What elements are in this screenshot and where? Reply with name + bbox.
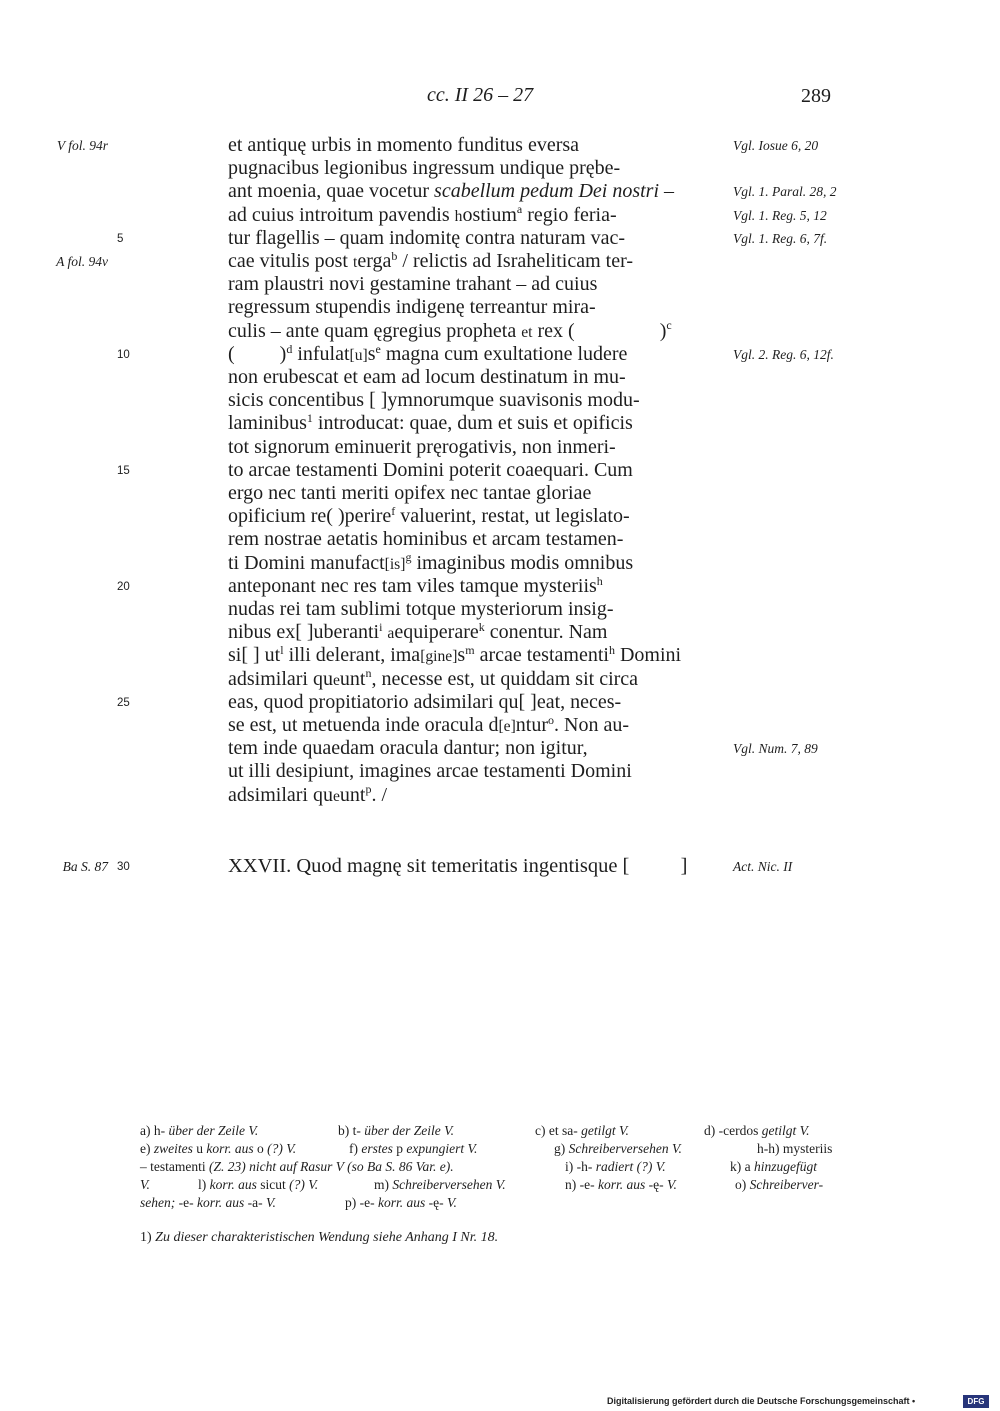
line-text <box>228 784 387 808</box>
text-run: nudas rei tam sublimi totque mysteriorum insig- <box>228 598 614 620</box>
text-run: arcae testamenti <box>474 644 609 667</box>
line-text <box>228 273 597 296</box>
siglum-superscript: f <box>391 504 396 518</box>
apparatus-entry <box>140 1158 454 1176</box>
text-run: infulat <box>292 342 350 365</box>
text-line <box>0 436 1000 459</box>
source-reference: Vgl. 1. Paral. 28, 2 <box>733 184 837 200</box>
text-run: , necesse est, ut quiddam sit circa <box>371 667 639 690</box>
text-line <box>0 644 1000 667</box>
text-line <box>0 157 1000 180</box>
text-run: ant moenia, quae vocetur <box>228 180 435 203</box>
text-line <box>0 343 1000 366</box>
italic-text: Schreiberversehen V. <box>392 1177 506 1192</box>
apparatus-entry <box>730 1158 817 1176</box>
text-run: ad cuius introitum pavendis <box>228 203 455 226</box>
text-run: h-h) mysteriis <box>757 1141 833 1156</box>
italic-text: hinzugefügt <box>754 1159 817 1174</box>
text-run: s <box>367 342 376 365</box>
apparatus-line <box>0 1158 1000 1176</box>
text-line <box>0 621 1000 644</box>
text-run: equiperare <box>394 621 479 644</box>
apparatus-entry <box>349 1140 477 1158</box>
text-line <box>0 250 1000 273</box>
small-text: a <box>387 625 395 643</box>
siglum-superscript: b <box>391 248 398 263</box>
text-run: – <box>659 180 675 203</box>
text-run: . / <box>371 783 388 806</box>
line-text <box>228 760 632 783</box>
text-line <box>0 575 1000 598</box>
apparatus-entry <box>338 1122 454 1140</box>
text-run: / relictis ad Israheliticam ter- <box>397 250 633 272</box>
siglum-superscript: h <box>608 643 615 658</box>
text-run: regio feria- <box>522 203 617 226</box>
text-line <box>0 737 1000 760</box>
apparatus-line <box>0 1122 1000 1140</box>
apparatus-line <box>0 1176 1000 1194</box>
text-run: u <box>192 1141 207 1156</box>
text-run: si[ ] ut <box>228 644 281 667</box>
italic-text: scabellum pedum Dei nostri <box>434 180 660 203</box>
italic-text: expungiert V. <box>406 1141 478 1156</box>
apparatus-entry <box>140 1176 150 1194</box>
small-text: [u] <box>349 346 368 364</box>
text-run: unt <box>339 667 366 690</box>
line-text <box>228 250 633 274</box>
text-run: non erubescat et eam ad locum destinatum in mu- <box>228 366 626 388</box>
italic-text: V. <box>140 1177 150 1192</box>
text-run: c) et sa- <box>535 1123 582 1138</box>
siglum-superscript: n <box>365 666 372 681</box>
text-run: -ę- <box>425 1195 447 1210</box>
apparatus-entry <box>735 1176 823 1194</box>
source-reference: Vgl. Iosue 6, 20 <box>733 138 819 153</box>
text-line <box>0 227 1000 250</box>
siglum-superscript: o <box>548 712 554 727</box>
line-text <box>228 204 617 228</box>
text-run: e) <box>140 1141 154 1156</box>
line-text <box>228 157 620 180</box>
apparatus-entry <box>535 1122 629 1140</box>
line-number: 20 <box>117 580 130 593</box>
apparatus-entry <box>757 1140 832 1158</box>
line-number: 30 <box>117 861 130 873</box>
italic-text: getilgt V. <box>581 1123 629 1138</box>
apparatus-entry <box>140 1194 276 1212</box>
italic-text: (?) V. <box>289 1177 319 1192</box>
text-run: unt <box>339 783 366 806</box>
text-run: b) t- <box>338 1123 365 1138</box>
line-text <box>228 668 638 692</box>
line-text <box>228 575 603 598</box>
apparatus-entry <box>565 1158 666 1176</box>
text-line <box>0 204 1000 227</box>
text-run: n) -e- <box>565 1177 598 1192</box>
text-run: adsimilari qu <box>228 783 333 806</box>
text-run: pugnacibus legionibus ingressum undique prębe- <box>228 157 621 180</box>
small-text: [gine] <box>420 648 458 666</box>
text-run: ut illi desipiunt, imagines arcae testamenti Domini <box>228 760 632 783</box>
footnote <box>140 1229 498 1247</box>
siglum-superscript: g <box>405 550 412 565</box>
text-line <box>0 134 1000 157</box>
source-reference: Vgl. Num. 7, 89 <box>733 741 818 757</box>
text-line <box>0 180 1000 203</box>
text-run: introducat: quae, dum et suis et opificis <box>312 412 633 435</box>
text-line <box>0 784 1000 807</box>
italic-text: sehen; <box>140 1195 176 1210</box>
text-line <box>0 598 1000 621</box>
text-run: i) -h- <box>565 1159 596 1174</box>
text-run: o <box>253 1141 268 1156</box>
folio-reference: Ba S. 87 <box>62 859 108 874</box>
dfg-logo: DFG <box>963 1395 989 1408</box>
apparatus-line <box>0 1140 1000 1158</box>
line-text <box>228 343 627 367</box>
siglum-superscript: 1 <box>306 411 313 426</box>
line-text <box>228 505 630 528</box>
page-number: 289 <box>801 85 831 107</box>
small-text: [is] <box>384 555 406 573</box>
text-line <box>0 389 1000 412</box>
italic-text: korr. aus <box>597 1177 646 1192</box>
italic-text: (?) V. <box>267 1141 297 1156</box>
text-line <box>0 760 1000 783</box>
text-run: p) -e- <box>345 1195 378 1210</box>
text-run: ostium <box>462 203 517 226</box>
text-run: ti Domini manufact <box>228 551 385 574</box>
apparatus-entry <box>140 1122 258 1140</box>
siglum-superscript: m <box>465 643 475 658</box>
italic-text: über der Zeile V. <box>364 1123 454 1138</box>
text-run: 1) <box>140 1230 156 1245</box>
text-run: sicis concentibus [ ]ymnorumque suavisonis modu- <box>228 389 640 412</box>
italic-text: erstes <box>361 1141 393 1156</box>
siglum-superscript: i <box>379 620 383 634</box>
line-text <box>228 436 616 459</box>
source-reference: Vgl. 1. Reg. 5, 12 <box>733 207 827 223</box>
text-run: valuerint, restat, ut legislato- <box>395 505 630 528</box>
italic-text: (Z. 23) nicht auf Rasur V (so Ba S. 86 Var. e). <box>208 1159 454 1174</box>
text-run: k) a <box>730 1159 754 1174</box>
text-run: nibus ex[ ]uberanti <box>228 621 380 644</box>
text-line <box>0 668 1000 691</box>
line-text <box>228 227 625 250</box>
small-text: t <box>352 254 358 271</box>
text-run: ram plaustri novi gestamine trahant – ad cuius <box>228 273 598 296</box>
italic-text: V. <box>446 1195 457 1210</box>
text-run: p <box>392 1141 407 1156</box>
line-text <box>228 412 633 435</box>
line-text <box>228 691 621 714</box>
small-text: h <box>454 207 463 225</box>
text-line <box>0 273 1000 296</box>
line-text <box>228 621 607 645</box>
text-run: Domini <box>614 644 682 667</box>
siglum-superscript: c <box>666 318 672 333</box>
text-run: ( ) <box>228 342 287 365</box>
apparatus-entry <box>345 1194 457 1212</box>
siglum-superscript: k <box>478 620 485 634</box>
text-run: tot signorum eminuerit pręrogativis, non inmeri- <box>228 435 616 458</box>
section-heading <box>0 855 1000 878</box>
italic-text: V. <box>265 1195 276 1210</box>
text-run: tur flagellis – quam indomitę contra naturam vac- <box>228 226 626 249</box>
text-run: -ę- <box>645 1177 667 1192</box>
text-run: d) -cerdos <box>704 1123 762 1138</box>
italic-text: korr. aus <box>209 1177 257 1192</box>
apparatus-entry <box>554 1140 682 1158</box>
line-number: 25 <box>117 696 130 709</box>
folio-reference: V fol. 94r <box>56 138 108 153</box>
text-run: m) <box>374 1177 393 1192</box>
text-run: et antiquę urbis in momento funditus eversa <box>228 134 580 156</box>
text-line <box>0 296 1000 319</box>
line-text <box>228 459 633 482</box>
siglum-superscript: a <box>516 202 523 217</box>
small-text: e <box>332 671 340 689</box>
text-run: culis – ante quam ęgregius propheta <box>228 319 522 342</box>
small-text: et <box>521 323 533 341</box>
text-run: f) <box>349 1141 362 1156</box>
text-run: regressum stupendis indigenę terreantur mira- <box>228 296 596 319</box>
text-run: ergo nec tanti meriti opifex nec tantae gloriae <box>228 482 592 504</box>
siglum-superscript: l <box>280 643 284 658</box>
italic-text: korr. aus <box>377 1195 426 1210</box>
siglum-superscript: h <box>596 573 603 588</box>
running-head: cc. II 26 – 27 <box>427 84 534 106</box>
text-run: rex ( ) <box>532 319 667 342</box>
italic-text: getilgt V. <box>761 1123 810 1138</box>
italic-text: korr. aus <box>206 1141 254 1156</box>
line-text <box>228 714 629 738</box>
apparatus-entry <box>565 1176 677 1194</box>
apparatus-entry <box>704 1122 810 1140</box>
italic-text: zweites <box>153 1141 193 1156</box>
italic-text: Schreiberver- <box>749 1177 824 1192</box>
text-run: -a- <box>244 1195 266 1210</box>
text-line <box>0 528 1000 551</box>
line-text <box>228 180 674 203</box>
text-run: laminibus <box>228 412 307 435</box>
italic-text: korr. aus <box>196 1195 245 1210</box>
text-run: a) h- <box>140 1123 169 1138</box>
line-text <box>228 552 633 576</box>
text-run: g) <box>554 1141 569 1156</box>
text-run: eas, quod propitiatorio adsimilari qu[ ]eat, neces- <box>228 690 622 713</box>
text-run: erga <box>357 250 392 272</box>
text-line <box>0 412 1000 435</box>
italic-text: radiert (?) V. <box>595 1159 666 1174</box>
source-reference: Act. Nic. II <box>733 859 793 874</box>
line-text <box>228 644 681 668</box>
text-run: opificium re( )perire <box>228 505 392 528</box>
text-run: illi delerant, ima <box>283 644 421 667</box>
small-text: [e] <box>498 718 516 735</box>
text-run: s <box>457 644 466 667</box>
text-run: se est, ut metuenda inde oracula d <box>228 714 499 736</box>
text-run: – testamenti <box>140 1159 209 1174</box>
line-text <box>228 482 591 505</box>
text-line <box>0 320 1000 343</box>
line-text <box>228 737 588 760</box>
text-run: imaginibus modis omnibus <box>411 551 634 574</box>
line-text <box>228 296 596 319</box>
apparatus-entry <box>374 1176 506 1194</box>
source-reference: Vgl. 2. Reg. 6, 12f. <box>733 346 834 362</box>
line-text <box>228 134 579 157</box>
text-line <box>0 482 1000 505</box>
apparatus-entry <box>140 1140 296 1158</box>
apparatus-line <box>0 1194 1000 1212</box>
small-text: e <box>332 787 340 805</box>
text-run: tem inde quaedam oracula dantur; non igitur, <box>228 737 588 760</box>
funding-credit: Digitalisierung gefördert durch die Deutsche Forschungsgemeinschaft • <box>607 1396 916 1406</box>
text-run: -e- <box>175 1195 197 1210</box>
line-text <box>228 598 614 621</box>
text-run: adsimilari qu <box>228 667 333 690</box>
siglum-superscript: e <box>375 341 381 356</box>
source-reference: Vgl. 1. Reg. 6, 7f. <box>733 230 828 246</box>
text-run: magna cum exultatione ludere <box>380 342 628 365</box>
text-line <box>0 714 1000 737</box>
text-line <box>0 552 1000 575</box>
text-line <box>0 505 1000 528</box>
text-line <box>0 366 1000 389</box>
italic-text: V. <box>666 1177 677 1192</box>
text-run: ntur <box>515 714 548 736</box>
italic-text: Schreiberversehen V. <box>568 1141 682 1156</box>
siglum-superscript: p <box>365 782 372 797</box>
line-text <box>228 366 626 389</box>
text-run: conentur. Nam <box>484 621 608 644</box>
text-run: o) <box>735 1177 750 1192</box>
text-run: to arcae testamenti Domini poterit coaequari. Cum <box>228 458 633 481</box>
text-run: cae vitulis post <box>228 250 353 272</box>
line-text <box>228 528 623 551</box>
text-run: rem nostrae aetatis hominibus et arcam testamen- <box>228 528 624 551</box>
italic-text: über der Zeile V. <box>168 1123 259 1138</box>
text-line <box>0 691 1000 714</box>
text-run: XXVII. Quod magnę sit temeritatis ingentisque [ ] <box>228 855 688 877</box>
line-number: 5 <box>117 232 124 245</box>
siglum-superscript: d <box>286 341 293 356</box>
text-run: sicut <box>256 1177 290 1192</box>
line-text <box>228 389 640 412</box>
line-number: 10 <box>117 348 130 361</box>
text-line <box>0 459 1000 482</box>
italic-text: Zu dieser charakteristischen Wendung siehe Anhang I Nr. 18. <box>155 1230 499 1245</box>
text-run: l) <box>198 1177 210 1192</box>
text-run: anteponant nec res tam viles tamque mysteriis <box>228 574 597 597</box>
text-run: . Non au- <box>554 714 629 736</box>
folio-reference: A fol. 94v <box>56 254 108 269</box>
apparatus-entry <box>198 1176 318 1194</box>
line-text <box>228 855 687 878</box>
line-number: 15 <box>117 464 130 477</box>
line-text <box>228 320 672 344</box>
